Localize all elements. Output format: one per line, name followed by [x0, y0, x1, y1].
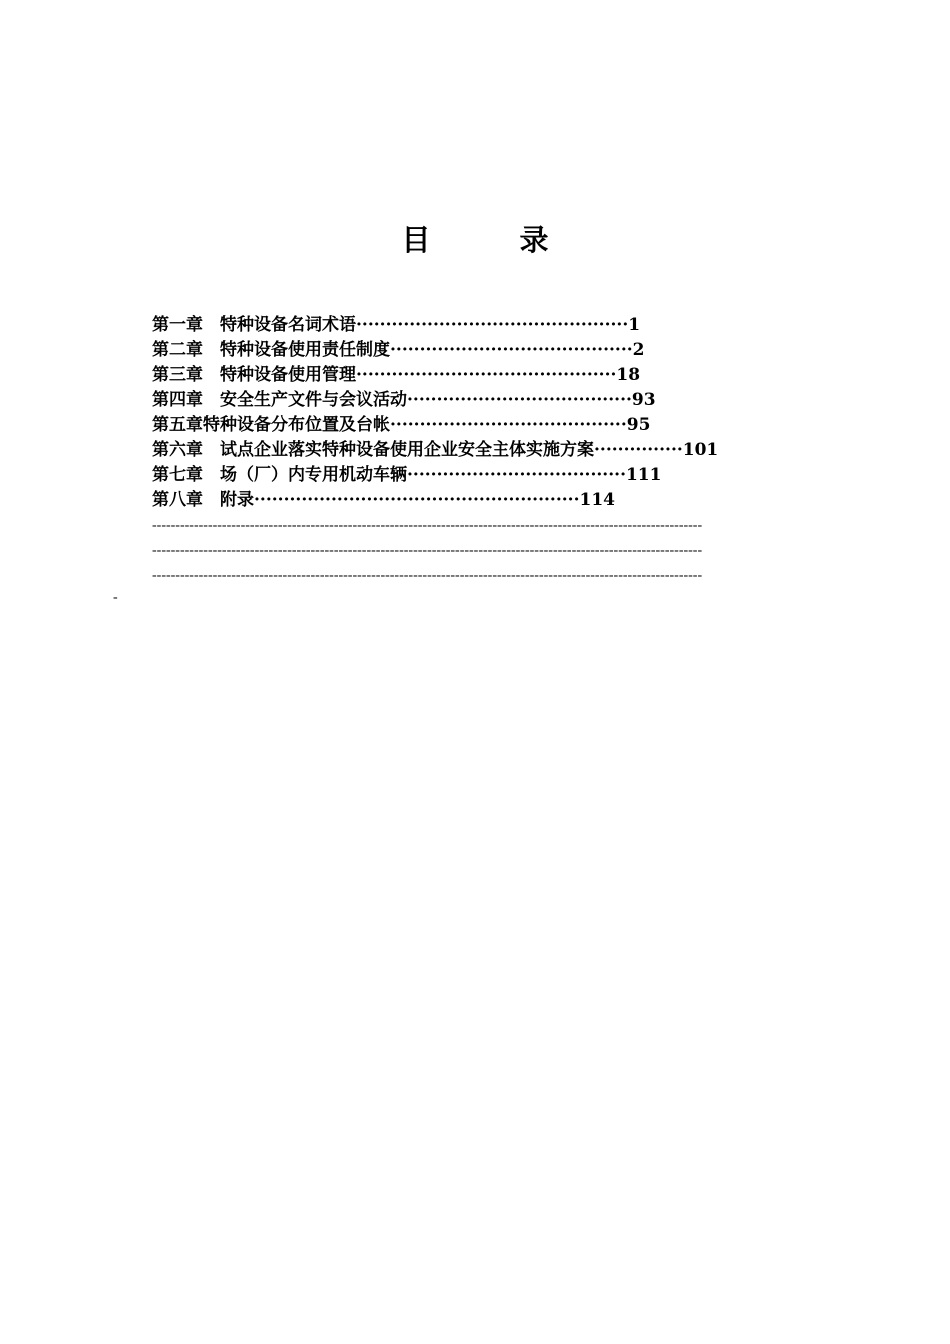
- toc-entry-chapter-7[interactable]: 第七章 场（厂）内专用机动车辆·····································111: [152, 465, 662, 485]
- dashed-divider: ----------------------------------------------------------------------------------------------------------------------: [152, 518, 703, 533]
- toc-entry-chapter-4[interactable]: 第四章 安全生产文件与会议活动······································93: [152, 390, 656, 410]
- stray-dash-mark: -: [113, 590, 118, 605]
- toc-entry-chapter-1[interactable]: 第一章 特种设备名词术语··············································1: [152, 315, 641, 335]
- table-of-contents: [152, 313, 842, 588]
- toc-entry-chapter-5[interactable]: 第五章特种设备分布位置及台帐········································95: [152, 415, 651, 435]
- dashed-divider: ----------------------------------------------------------------------------------------------------------------------: [152, 568, 703, 583]
- toc-entry-chapter-8[interactable]: 第八章 附录·······················································114: [152, 490, 616, 510]
- page-title: 目 录: [401, 223, 579, 257]
- toc-entry-chapter-3[interactable]: 第三章 特种设备使用管理············································18: [152, 365, 641, 385]
- toc-entry-chapter-2[interactable]: 第二章 特种设备使用责任制度·········································2: [152, 340, 645, 360]
- dashed-divider: ----------------------------------------------------------------------------------------------------------------------: [152, 543, 703, 558]
- toc-entry-chapter-6[interactable]: 第六章 试点企业落实特种设备使用企业安全主体实施方案···············101: [152, 440, 719, 460]
